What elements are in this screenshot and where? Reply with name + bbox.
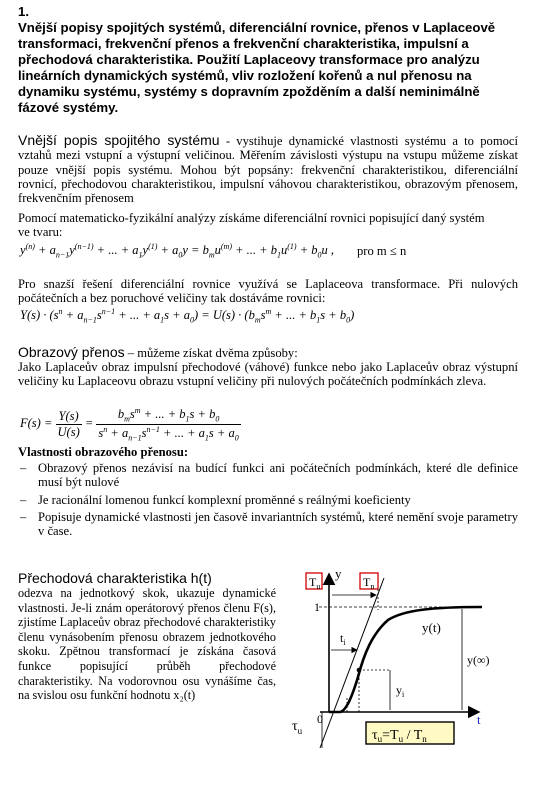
list-item: – Je racionální lomenou funkcí komplexní proměnné s reálnými koeficienty <box>18 493 518 507</box>
t-axis-label: t <box>477 712 481 727</box>
document-title <box>18 4 523 116</box>
delay-ratio-formula: $\tau_u=T_u / T_n$ <box>372 728 427 744</box>
list-item: – Obrazový přenos nezávisí na budící funkci ani počátečních podmínkách, které dle definice musí být nulové <box>18 461 518 490</box>
tn-label: $T_n$ <box>363 575 375 591</box>
ti-label: $t_i$ <box>340 631 346 647</box>
tu-label: $T_u$ <box>309 575 321 591</box>
step-response-curve <box>329 607 482 712</box>
analysis-text: Pomocí matematicko-fyzikální analýzy získáme diferenciální rovnici popisující daný systém ve tvaru: <box>18 211 485 240</box>
transfer-function-text: Jako Laplaceův obraz impulsní přechodové (váhové) funkce nebo jako Laplaceův obraz výstupní veličiny ku Laplaceovu obrazu vstupní veličiny při nulových počátečních podmínkách zleva. <box>18 360 518 389</box>
section-heading-step-response: Přechodová charakteristika h(t) <box>18 570 212 586</box>
properties-title: Vlastnosti obrazového přenosu: <box>18 445 189 459</box>
step-response-diagram <box>292 562 512 756</box>
transfer-function-formula: F(s) = $\frac{Y(s)}{U(s)}$ = $\frac{b_ms^m + ... + b_1s + b_0}{s^n + a_{n-1}s^{n-1} + ... + a_1s + a_0}$ <box>20 406 239 443</box>
transfer-heading-suffix: – můžeme získat dvěma způsoby: <box>124 346 298 360</box>
list-item: – Popisuje dynamické vlastnosti jen časově invariantních systémů, které nemění svoje parametry v čase. <box>18 510 518 539</box>
question-number: 1. <box>18 4 29 19</box>
tau-label: $\tau_u$ <box>292 719 303 736</box>
question-title: Vnější popisy spojitých systémů, diferenciální rovnice, přenos v Laplaceově transformaci, frekvenční přenos a frekvenční charakteristika, impulsní a přechodová charakteristika. Použití Laplaceovy transformace pro analýzu lineárních dynamických systémů, vliv rozložení kořenů a nul přenosu na dynamiku systému, systémy s dopravním zpožděním a další neminimálně fázové systémy. <box>18 20 496 115</box>
differential-equation: $y^{(n)} + a_{n-1}y^{(n-1)}$ + ... + $a_1y^{(1)} + a_0y = b_mu^{(m)}$ + ... + $b_1u^{(1)} + b_0u$ , <box>20 242 334 260</box>
laplace-equation: $Y(s) \cdot (s^n + a_{n-1}s^{n-1}$ + ... + $a_1s + a_0) = U(s) \cdot (b_ms^m$ + ... + $b_1s + b_0$) <box>20 307 355 325</box>
external-description-text: - vystihuje dynamické vlastnosti systému a to pomocí vztahů mezi vstupní a výstupní veličinou. Měřením závislosti výstupu na vstupu můžeme získat pouze vnější popis systému. Mohou být popsány: frekvenční charakteristikou, diferenciální rovnicí, přechodovou charakteristikou, impulsní váhovou charakteristikou, obrazovým přenosem, frekvenčním přenosem <box>18 134 518 206</box>
step-response-text: odezva na jednotkový skok, ukazuje dynamické vlastnosti. Je-li znám operátorový přenos členu F(s), zjistíme Laplaceův obraz přechodové charakteristiky členu vynásobením přenosu obrazem jednotkového skoku. Zpětnou transformací je získána časová funkce popisující průběh přechodové charakteristiky. Na vodorovnou osu vynášíme čas, na svislou osu funkční hodnotu x₂(t) <box>18 586 276 703</box>
transfer-function-heading-line <box>18 345 518 360</box>
equation-condition: pro m ≤ n <box>357 244 407 258</box>
yi-label: $y_i$ <box>396 683 405 699</box>
level-one-label: 1 <box>314 600 320 614</box>
y-axis-label: y <box>335 566 342 581</box>
section-external-description <box>18 133 518 205</box>
yinf-label: y(∞) <box>467 653 490 667</box>
origin-label: 0 <box>317 712 323 726</box>
section-heading-external: Vnější popis spojitého systému <box>18 132 220 148</box>
properties-list <box>18 461 518 541</box>
section-heading-transfer: Obrazový přenos <box>18 344 125 360</box>
laplace-text: Pro snazší řešení diferenciální rovnice využívá se Laplaceova transformace. Při nulových počátečních a bez poruchové veličiny tak dostáváme rovnici: <box>18 277 518 306</box>
yt-label: y(t) <box>422 620 441 635</box>
